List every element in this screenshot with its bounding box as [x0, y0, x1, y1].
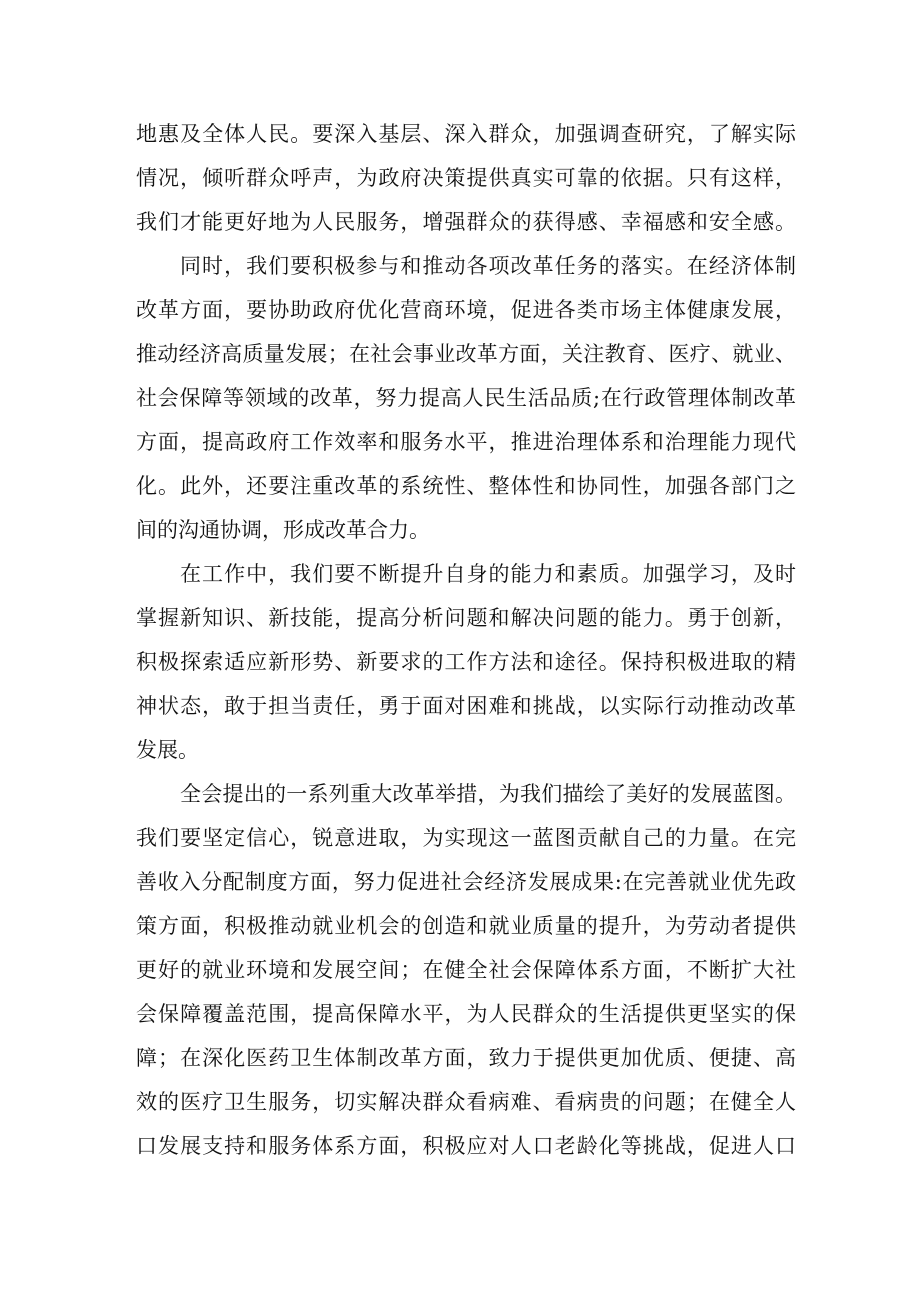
text-line: 策方面，积极推动就业机会的创造和就业质量的提升，为劳动者提供 — [136, 914, 796, 938]
text-line: 会保障覆盖范围，提高保障水平，为人民群众的生活提供更坚实的保 — [136, 1002, 796, 1026]
text-line: 神状态，敢于担当责任，勇于面对困难和挑战，以实际行动推动改革 — [136, 694, 796, 718]
text-line: 间的沟通协调，形成改革合力。 — [136, 518, 430, 542]
text-line: 方面，提高政府工作效率和服务水平，推进治理体系和治理能力现代 — [136, 430, 796, 454]
text-line: 我们要坚定信心，锐意进取，为实现这一蓝图贡献自己的力量。在完 — [136, 826, 796, 850]
text-line: 掌握新知识、新技能，提高分析问题和解决问题的能力。勇于创新， — [136, 606, 796, 630]
text-line: 同时，我们要积极参与和推动各项改革任务的落实。在经济体制 — [180, 254, 796, 278]
text-line: 发展。 — [136, 738, 199, 762]
text-line: 推动经济高质量发展；在社会事业改革方面，关注教育、医疗、就业、 — [136, 342, 796, 366]
text-line: 改革方面，要协助政府优化营商环境，促进各类市场主体健康发展， — [136, 298, 796, 322]
text-line: 效的医疗卫生服务，切实解决群众看病难、看病贵的问题；在健全人 — [136, 1090, 796, 1114]
text-line: 地惠及全体人民。要深入基层、深入群众，加强调查研究，了解实际 — [136, 122, 796, 146]
text-line: 全会提出的一系列重大改革举措，为我们描绘了美好的发展蓝图。 — [180, 782, 796, 806]
text-line: 善收入分配制度方面，努力促进社会经济发展成果:在完善就业优先政 — [136, 870, 796, 894]
text-line: 我们才能更好地为人民服务，增强群众的获得感、幸福感和安全感。 — [136, 210, 796, 234]
text-line: 口发展支持和服务体系方面，积极应对人口老龄化等挑战，促进人口 — [136, 1134, 796, 1158]
text-line: 在工作中，我们要不断提升自身的能力和素质。加强学习，及时 — [180, 562, 796, 586]
text-line: 化。此外，还要注重改革的系统性、整体性和协同性，加强各部门之 — [136, 474, 796, 498]
text-line: 情况，倾听群众呼声，为政府决策提供真实可靠的依据。只有这样， — [136, 166, 796, 190]
text-line: 社会保障等领域的改革，努力提高人民生活品质;在行政管理体制改革 — [136, 386, 796, 410]
text-line: 更好的就业环境和发展空间；在健全社会保障体系方面，不断扩大社 — [136, 958, 796, 982]
text-line: 积极探索适应新形势、新要求的工作方法和途径。保持积极进取的精 — [136, 650, 796, 674]
text-line: 障；在深化医药卫生体制改革方面，致力于提供更加优质、便捷、高 — [136, 1046, 796, 1070]
